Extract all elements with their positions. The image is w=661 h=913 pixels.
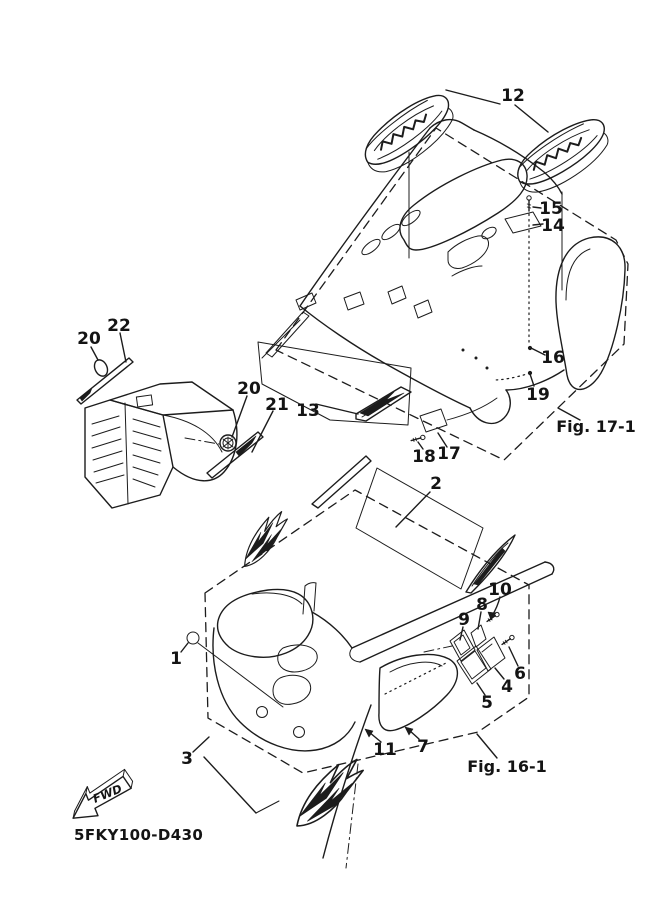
fwd-arrow-label: FWD <box>90 781 124 806</box>
flame-decal-upper <box>230 509 297 569</box>
callouts <box>77 86 636 776</box>
callout-3: 3 <box>181 749 193 769</box>
callout-21: 21 <box>265 395 289 415</box>
front-fender-linework <box>204 562 554 868</box>
figure-ref-17-1: Fig. 17-1 <box>556 417 636 436</box>
plate-17 <box>420 409 447 432</box>
callout-12: 12 <box>501 86 525 106</box>
fwd-arrow <box>63 768 139 824</box>
fender-side-pocket <box>379 654 458 730</box>
washer-1 <box>187 632 199 644</box>
callout-1: 1 <box>170 649 182 669</box>
callout-2: 2 <box>430 474 442 494</box>
callout-11: 11 <box>373 740 397 760</box>
front-fender-assembly <box>187 456 554 868</box>
callout-5: 5 <box>481 693 493 713</box>
callout-16: 16 <box>541 348 565 368</box>
callout-7: 7 <box>417 737 429 757</box>
callout-22: 22 <box>107 316 131 336</box>
round-emblem-20 <box>220 435 236 451</box>
callout-10: 10 <box>488 580 512 600</box>
tank-cover <box>218 589 313 657</box>
flame-decal-bottom <box>281 755 373 830</box>
callout-18: 18 <box>412 447 436 467</box>
front-grille-assembly <box>77 358 263 508</box>
callout-8: 8 <box>476 595 488 615</box>
screw-6 <box>501 634 515 646</box>
callout-17: 17 <box>437 444 461 464</box>
plate-14 <box>505 212 541 233</box>
callout-4: 4 <box>501 677 513 697</box>
rear-fender-linework <box>258 120 625 425</box>
callout-9: 9 <box>458 610 470 630</box>
callout-20-left: 20 <box>77 329 101 349</box>
callout-20-right: 20 <box>237 379 261 399</box>
figure-ref-16-1: Fig. 16-1 <box>467 757 547 776</box>
grille-linework <box>85 382 237 508</box>
stripe-decal-22 <box>77 358 133 404</box>
callout-14: 14 <box>541 216 565 236</box>
figure-code: 5FKY100-D430 <box>74 826 204 844</box>
fig17-dashed-boundary <box>276 128 628 460</box>
callout-15: 15 <box>539 199 563 219</box>
plate-5 <box>457 646 491 684</box>
callout-6: 6 <box>514 664 526 684</box>
screw-15 <box>527 196 531 211</box>
rear-fender-flare <box>556 237 625 389</box>
callout-13: 13 <box>296 401 320 421</box>
graphic-sheet-2 <box>312 456 483 589</box>
callout-19: 19 <box>526 385 550 405</box>
seat-opening <box>400 159 527 250</box>
